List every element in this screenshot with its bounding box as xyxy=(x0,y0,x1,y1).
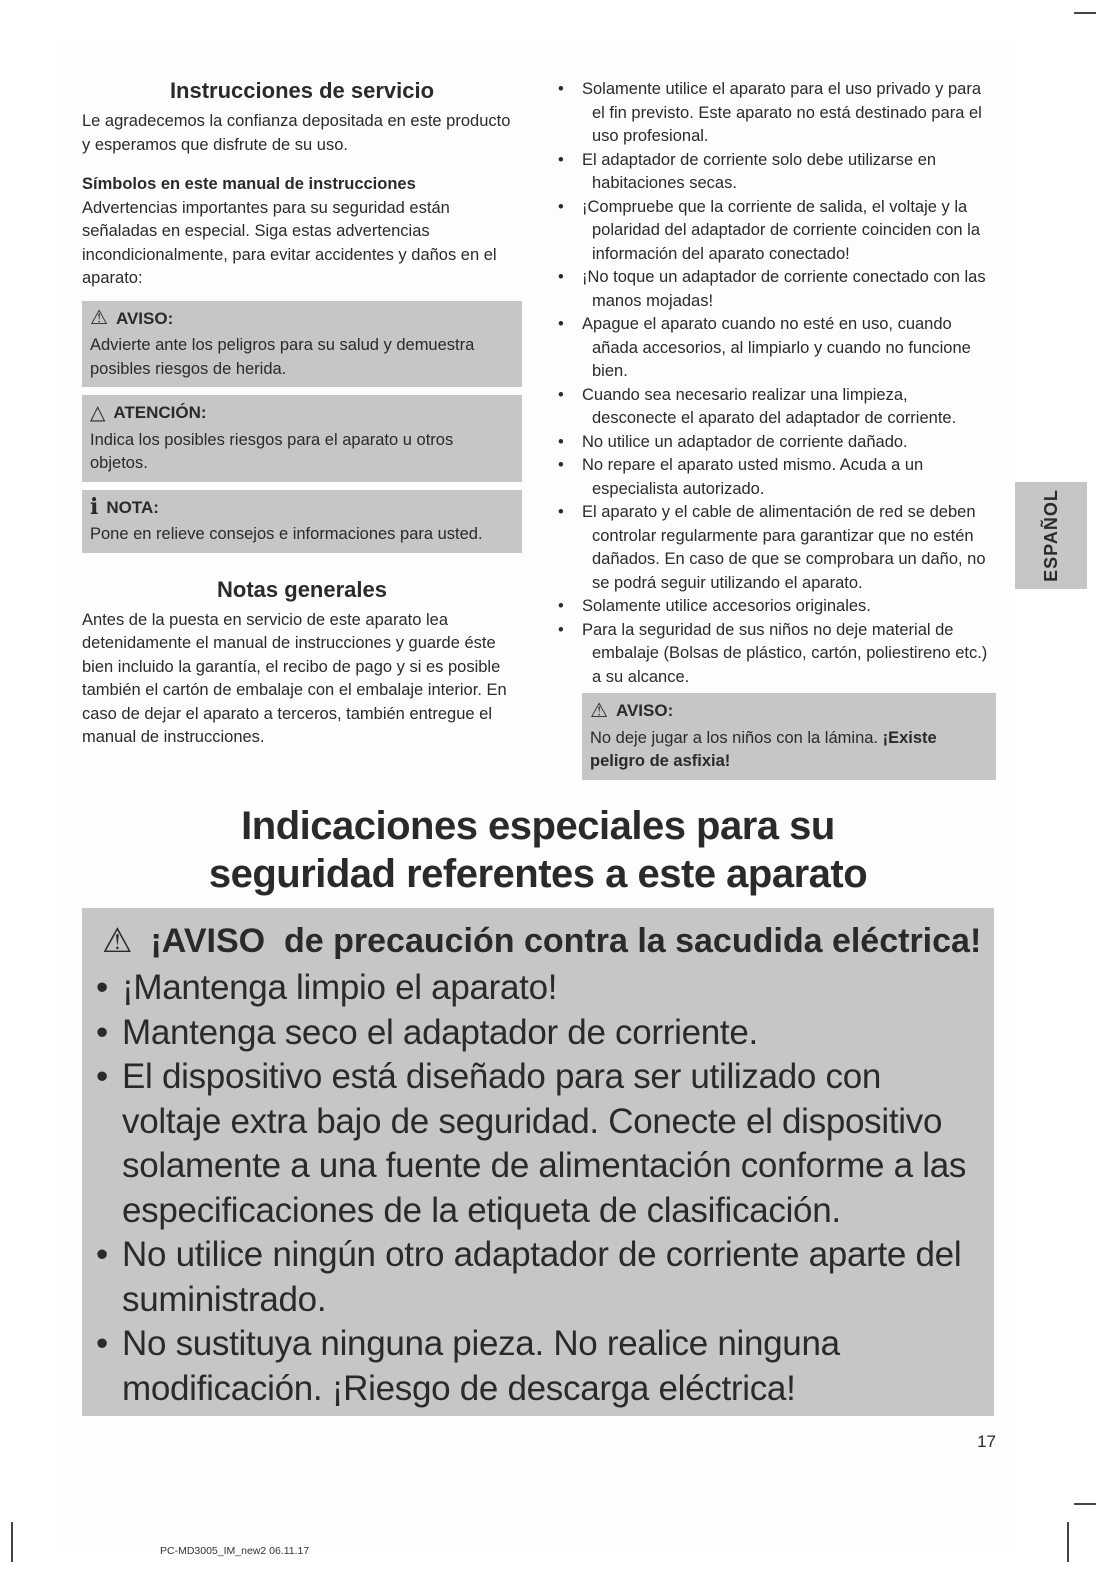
child-aviso-label: AVISO: xyxy=(615,701,674,720)
warning-triangle-icon: ⚠ xyxy=(102,922,133,960)
page-number: 17 xyxy=(977,1432,996,1451)
instructions-title: Instrucciones de servicio xyxy=(169,78,435,103)
language-tab-label: ESPAÑOL xyxy=(1040,489,1061,582)
symbols-text: Advertencias importantes para su seguridad están señaladas en especial. Siga estas advertencias incondicionalmente, para evitar accidentes y daños en el aparato: xyxy=(82,198,497,287)
list-item: • Cuando sea necesario realizar una limpieza, desconecte el aparato del adaptador de corriente. xyxy=(556,384,996,431)
warning-triangle-icon: ⚠ xyxy=(90,307,108,330)
crop-mark-top-right xyxy=(1074,12,1096,14)
electric-warning-heading: ¡AVISO de precaución contra la sacudida eléctrica! xyxy=(150,922,982,960)
list-item: • El adaptador de corriente solo debe utilizarse en habitaciones secas. xyxy=(556,149,996,196)
special-title-line2: seguridad referentes a este aparato xyxy=(208,852,868,896)
list-item: • ¡Mantenga limpio el aparato! xyxy=(94,966,984,1011)
intro-text: Le agradecemos la confianza depositada en este producto y esperamos que disfrute de su uso. xyxy=(82,112,511,154)
symbols-heading: Símbolos en este manual de instrucciones xyxy=(82,175,416,193)
nota-label: NOTA: xyxy=(106,497,159,517)
list-item: • No sustituya ninguna pieza. No realice ninguna modificación. ¡Riesgo de descarga eléctrica! xyxy=(94,1322,984,1411)
child-aviso-text: No deje jugar a los niños con la lámina. ¡Existe peligro de asfixia! xyxy=(590,728,937,770)
general-notes-heading: Notas generales xyxy=(217,576,387,602)
child-aviso-box xyxy=(582,693,996,780)
crop-mark-bottom-left xyxy=(11,1522,13,1562)
list-item: • ¡No toque un adaptador de corriente conectado con las manos mojadas! xyxy=(556,266,996,313)
info-icon: i xyxy=(90,494,99,521)
electric-shock-warning-box xyxy=(82,908,994,1416)
list-item: • No utilice un adaptador de corriente dañado. xyxy=(556,431,996,455)
nota-box xyxy=(82,490,522,553)
special-title xyxy=(82,802,994,898)
aviso-label: AVISO: xyxy=(115,308,174,328)
atencion-box xyxy=(82,395,522,482)
list-item: • Solamente utilice accesorios originales. xyxy=(556,595,996,619)
nota-text: Pone en relieve consejos e informaciones para usted. xyxy=(90,525,483,543)
special-title-line1: Indicaciones especiales para su xyxy=(241,804,835,848)
child-aviso-bold: ¡Existe peligro de asfixia! xyxy=(590,728,937,770)
caution-triangle-icon: △ xyxy=(90,401,106,424)
list-item: • No utilice ningún otro adaptador de corriente aparte del suministrado. xyxy=(94,1233,984,1322)
language-tab xyxy=(1015,482,1087,589)
list-item: • ¡Compruebe que la corriente de salida, el voltaje y la polaridad del adaptador de corriente coinciden con la información del aparato conectado! xyxy=(556,196,996,267)
list-item: • Mantenga seco el adaptador de corriente. xyxy=(94,1011,984,1056)
list-item: • No repare el aparato usted mismo. Acuda a un especialista autorizado. xyxy=(556,454,996,501)
atencion-label: ATENCIÓN: xyxy=(113,403,207,422)
electric-warning-list xyxy=(94,966,984,1411)
list-item: • Apague el aparato cuando no esté en uso, cuando añada accesorios, al limpiarlo y cuando no funcione bien. xyxy=(556,313,996,384)
list-item: • Para la seguridad de sus niños no deje material de embalaje (Bolsas de plástico, cartón, poliestireno etc.) a su alcance. xyxy=(556,619,996,690)
right-column xyxy=(556,78,996,780)
crop-mark-right xyxy=(1074,1503,1096,1505)
aviso-box xyxy=(82,301,522,388)
warning-triangle-icon: ⚠ xyxy=(590,699,608,722)
list-item: • El dispositivo está diseñado para ser utilizado con voltaje extra bajo de seguridad. Conecte el dispositivo solamente a una fuente de alimentación conforme a las especificaciones de la etiqueta de clasificación. xyxy=(94,1055,984,1233)
aviso-text: Advierte ante los peligros para su salud y demuestra posibles riesgos de herida. xyxy=(90,336,475,378)
crop-mark-bottom-right xyxy=(1067,1522,1069,1562)
list-item: • Solamente utilice el aparato para el uso privado y para el fin previsto. Este aparato no está destinado para el uso profesional. xyxy=(556,78,996,149)
atencion-text: Indica los posibles riesgos para el aparato u otros objetos. xyxy=(90,430,454,472)
general-notes-text: Antes de la puesta en servicio de este aparato lea detenidamente el manual de instrucciones y guarde éste bien incluido la garantía, el recibo de pago y si es posible también el cartón de embalaje con el embalaje interior. En caso de dejar el aparato a terceros, también entregue el manual de instrucciones. xyxy=(82,610,507,746)
footer-code: PC-MD3005_IM_new2 06.11.17 xyxy=(160,1545,310,1557)
safety-list xyxy=(556,78,996,689)
list-item: • El aparato y el cable de alimentación de red se deben controlar regularmente para garantizar que no estén dañados. En caso de que se comprobara un daño, no se podrá seguir utilizando el aparato. xyxy=(556,501,996,595)
left-column xyxy=(82,76,522,750)
